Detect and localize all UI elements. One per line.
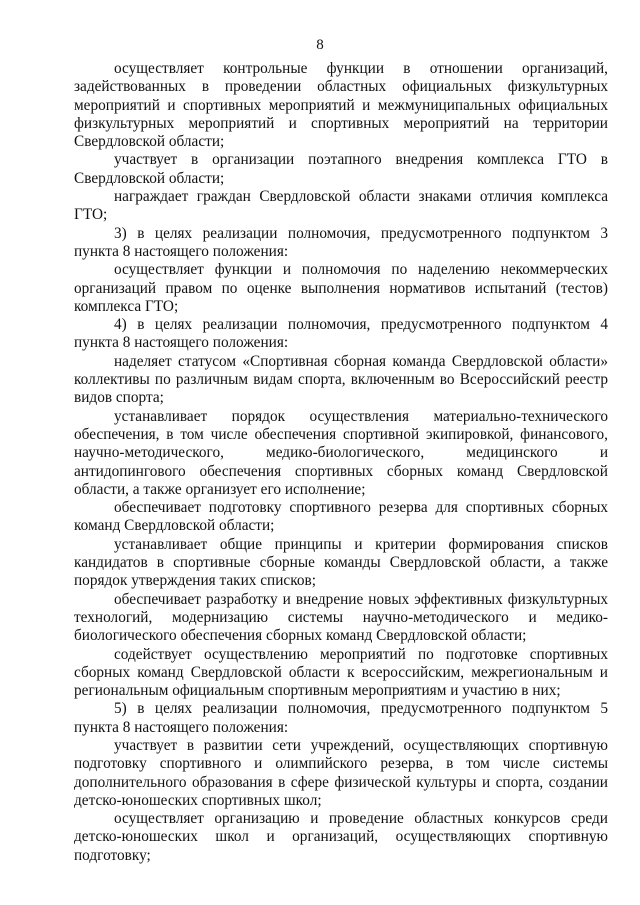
paragraph: обеспечивает подготовку спортивного резерва для спортивных сборных команд Свердловской области;: [74, 499, 608, 535]
paragraph: участвует в организации поэтапного внедрения комплекса ГТО в Свердловской области;: [74, 151, 608, 187]
paragraph: осуществляет организацию и проведение областных конкурсов среди детско-юношеских школ и организаций, осуществляющих спортивную подготовку;: [74, 810, 608, 864]
paragraph: 3) в целях реализации полномочия, предусмотренного подпунктом 3 пункта 8 настоящего положения:: [74, 224, 608, 260]
paragraph: 5) в целях реализации полномочия, предусмотренного подпунктом 5 пункта 8 настоящего положения:: [74, 700, 608, 736]
paragraph: 4) в целях реализации полномочия, предусмотренного подпунктом 4 пункта 8 настоящего положения:: [74, 316, 608, 352]
paragraph: наделяет статусом «Спортивная сборная команда Свердловской области» коллективы по различным видам спорта, включенным во Всероссийский реестр видов спорта;: [74, 352, 608, 407]
document-body: [74, 60, 608, 865]
paragraph: содействует осуществлению мероприятий по подготовке спортивных сборных команд Свердловской области к всероссийским, межрегиональным и региональным официальным спортивным мероприятиям и участию в них;: [74, 645, 608, 700]
paragraph: обеспечивает разработку и внедрение новых эффективных физкультурных технологий, модернизацию системы научно-методического и медико-биологического обеспечения сборных команд Свердловской области;: [74, 590, 608, 645]
paragraph: устанавливает порядок осуществления материально-технического обеспечения, в том числе обеспечения спортивной экипировкой, финансового, научно-методического, медико-биологического, медицинского и антидопингового обеспечения спортивных сборных команд Свердловской области, а также организует его исполнение;: [74, 407, 608, 498]
paragraph: осуществляет функции и полномочия по наделению некоммерческих организаций правом по оценке выполнения нормативов испытаний (тестов) комплекса ГТО;: [74, 261, 608, 315]
paragraph: устанавливает общие принципы и критерии формирования списков кандидатов в спортивные сборные команды Свердловской области, а также порядок утверждения таких списков;: [74, 535, 608, 590]
paragraph: участвует в развитии сети учреждений, осуществляющих спортивную подготовку спортивного и олимпийского резерва, в том числе системы дополнительного образования в сфере физической культуры и спорта, создании детско-юношеских спортивных школ;: [74, 736, 608, 809]
paragraph: осуществляет контрольные функции в отношении организаций, задействованных в проведении областных официальных физкультурных мероприятий и спортивных мероприятий и межмуниципальных официальных физкультурных мероприятий и спортивных мероприятий на территории Свердловской области;: [74, 60, 608, 151]
paragraph: награждает граждан Свердловской области знаками отличия комплекса ГТО;: [74, 188, 608, 224]
page-number: 8: [316, 37, 324, 53]
